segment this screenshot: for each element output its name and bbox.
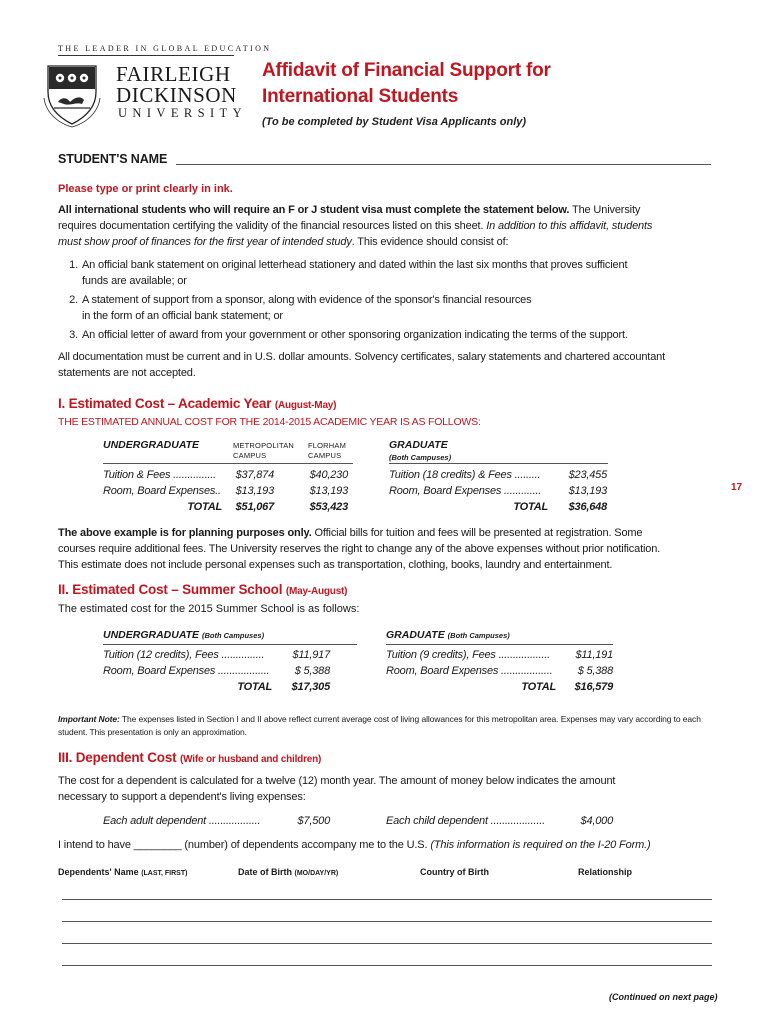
table-row-label: Tuition (9 credits), Fees .................. (386, 649, 550, 661)
dependent-cost-paragraph: The cost for a dependent is calculated for a twelve (12) month year. The amount of money below indicates the amount necessary to support a dependent's living expenses: (58, 775, 616, 803)
total-label: TOTAL (237, 681, 272, 693)
intro-paragraph: All international students who will require an F or J student visa must complete the statement below. The University requires documentation certifying the validity of the financial resources listed on this sheet. In addition to this affidavit, students must show proof of finances for the first year of intended study. This evidence should consist of: (58, 204, 653, 248)
list-item: 2. A statement of support from a sponsor, along with evidence of the sponsor's financial resources in the form of an official bank statement; or (69, 294, 532, 322)
total-cell: $36,648 (568, 501, 607, 513)
total-label: TOTAL (187, 501, 222, 513)
dependent-entry-line[interactable] (62, 965, 712, 966)
table-row-label: Tuition & Fees ............... (103, 469, 217, 481)
documentation-note: All documentation must be current and in U.S. dollar amounts. Solvency certificates, salary statements and chartered accountant statements are not accepted. (58, 351, 666, 379)
undergrad-column-header: UNDERGRADUATE (103, 439, 200, 451)
total-cell: $17,305 (291, 681, 330, 693)
planning-note: The above example is for planning purposes only. Official bills for tuition and fees will be presented at registration. Some courses require additional fees. The University reserves the right to change any of the above expenses without prior notification. This estimate does not include personal expenses such as transportation, clothing, books, laundry and entertainment. (58, 527, 661, 571)
dependents-count-statement: I intend to have ________ (number) of dependents accompany me to the U.S. (This information is required on the I-20 Form.) (58, 839, 651, 851)
adult-dependent-amount: $7,500 (297, 815, 330, 827)
dependents-name-header: Dependents' Name (LAST, FIRST) (58, 867, 188, 877)
list-item: 1. An official bank statement on original letterhead stationery and dated within the last six months that proves sufficient funds are available; or (69, 259, 628, 287)
divider (103, 644, 357, 645)
total-cell: $16,579 (574, 681, 613, 693)
list-item: 3. An official letter of award from your government or other sponsoring organization indicating the terms of the support. (69, 329, 628, 341)
grad-column-header: GRADUATE (389, 439, 448, 451)
table-cell: $11,917 (292, 649, 330, 661)
continued-note: (Continued on next page) (609, 992, 718, 1002)
country-of-birth-header: Country of Birth (420, 867, 489, 877)
table-row-label: Room, Board Expenses .................. (103, 665, 270, 677)
document-subtitle: (To be completed by Student Visa Applicants only) (262, 116, 527, 128)
table-cell: $ 5,388 (294, 665, 330, 677)
total-label: TOTAL (513, 501, 548, 513)
date-of-birth-header: Date of Birth (MO/DAY/YR) (238, 867, 339, 877)
metro-campus-header: METROPOLITAN CAMPUS (233, 441, 295, 460)
table-cell: $23,455 (568, 469, 607, 481)
table-cell: $13,193 (568, 485, 607, 497)
section-1-subheading: THE ESTIMATED ANNUAL COST FOR THE 2014-2015 ACADEMIC YEAR IS AS FOLLOWS: (58, 416, 481, 428)
table-cell: $11,191 (575, 649, 613, 661)
dependent-entry-line[interactable] (62, 899, 712, 900)
tagline: THE LEADER IN GLOBAL EDUCATION (58, 44, 272, 53)
logo-text-university: UNIVERSITY (118, 106, 247, 120)
table-cell: $ 5,388 (577, 665, 613, 677)
important-note: Important Note: The expenses listed in Section I and II above reflect current average cost of living allowances for this metropolitan area. Expenses may vary according to each student. This presentation is only an approximation. (58, 714, 701, 737)
table-cell: $40,230 (309, 469, 348, 481)
section-2-heading: II. Estimated Cost – Summer School (May-August) (58, 582, 348, 597)
student-name-label: STUDENT'S NAME (58, 152, 168, 166)
dependent-entry-line[interactable] (62, 943, 712, 944)
dependent-entry-line[interactable] (62, 921, 712, 922)
section-1-heading: I. Estimated Cost – Academic Year (August-May) (58, 396, 337, 411)
table-row-label: Room, Board Expenses.. (103, 485, 221, 497)
page-number: 17 (731, 482, 743, 493)
logo-text-dickinson: DICKINSON (116, 83, 237, 107)
logo-divider (58, 55, 234, 56)
divider (386, 644, 613, 645)
grad-column-header: GRADUATE (Both Campuses) (386, 629, 510, 641)
divider (389, 463, 608, 464)
table-row-label: Room, Board Expenses ............. (389, 485, 542, 497)
child-dependent-amount: $4,000 (580, 815, 613, 827)
undergrad-column-header: UNDERGRADUATE (Both Campuses) (103, 629, 265, 641)
section-3-heading: III. Dependent Cost (Wife or husband and children) (58, 750, 322, 765)
university-seal-icon (40, 62, 104, 128)
section-2-intro: The estimated cost for the 2015 Summer School is as follows: (58, 603, 360, 615)
student-name-field[interactable] (176, 164, 711, 165)
table-row-label: Tuition (12 credits), Fees ............... (103, 649, 265, 661)
total-label: TOTAL (521, 681, 556, 693)
table-cell: $37,874 (235, 469, 274, 481)
total-cell: $51,067 (235, 501, 274, 513)
florham-campus-header: FLORHAM CAMPUS (308, 441, 347, 460)
table-row-label: Room, Board Expenses .................. (386, 665, 553, 677)
divider (103, 463, 353, 464)
document-title-line2: International Students (262, 86, 459, 107)
table-cell: $13,193 (309, 485, 348, 497)
grad-campus-note: (Both Campuses) (389, 453, 452, 462)
total-cell: $53,423 (309, 501, 348, 513)
document-title-line1: Affidavit of Financial Support for (262, 60, 551, 81)
table-row-label: Tuition (18 credits) & Fees ......... (389, 469, 541, 481)
logo-text-fairleigh: FAIRLEIGH (116, 62, 231, 86)
relationship-header: Relationship (578, 867, 633, 877)
print-instruction: Please type or print clearly in ink. (58, 183, 233, 195)
child-dependent-label: Each child dependent ................... (386, 815, 545, 827)
adult-dependent-label: Each adult dependent .................. (103, 815, 261, 827)
table-cell: $13,193 (235, 485, 274, 497)
